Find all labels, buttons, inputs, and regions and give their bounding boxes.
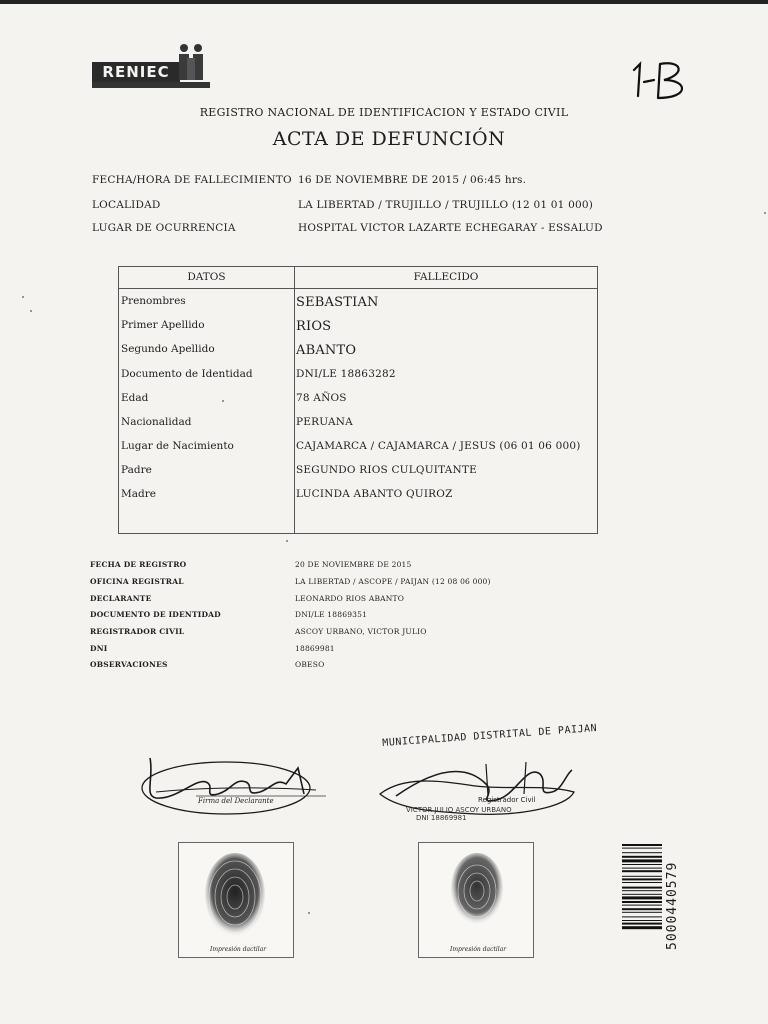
barcode-bar	[622, 920, 662, 921]
barcode-bar	[622, 844, 662, 846]
registration-label: DECLARANTE	[90, 594, 152, 603]
table-row	[119, 440, 597, 464]
header-fallecido: FALLECIDO	[413, 271, 479, 283]
barcode-bar	[622, 912, 662, 913]
field-label: Padre	[121, 464, 152, 476]
field-label: Prenombres	[121, 295, 186, 307]
scan-top-edge	[0, 0, 768, 4]
barcode-bar	[622, 905, 662, 906]
registration-value: LEONARDO RIOS ABANTO	[295, 594, 405, 603]
table-row	[119, 295, 597, 319]
logo-strap	[92, 82, 210, 88]
field-value: SEBASTIAN	[296, 295, 379, 310]
fingerprint-caption-left: Impresión dactilar	[210, 946, 267, 953]
fingerprint-icon	[179, 843, 293, 957]
barcode-bar	[622, 878, 662, 880]
barcode-bar	[622, 852, 662, 853]
registration-value: 18869981	[295, 644, 335, 653]
barcode-bar	[622, 923, 662, 925]
field-label: Primer Apellido	[121, 319, 205, 331]
summary-value: LA LIBERTAD / TRUJILLO / TRUJILLO (12 01 01 000)	[298, 199, 594, 211]
barcode-bar	[622, 887, 662, 889]
registrar-signature-stamp	[376, 734, 586, 830]
svg-text:DNI 18869981: DNI 18869981	[416, 814, 467, 822]
table-row	[119, 343, 597, 367]
field-label: Segundo Apellido	[121, 343, 215, 355]
barcode-bar	[622, 859, 662, 862]
field-value: DNI/LE 18863282	[296, 368, 396, 380]
field-value: LUCINDA ABANTO QUIROZ	[296, 488, 453, 500]
barcode-bar	[622, 916, 662, 917]
table-row	[119, 464, 597, 488]
barcode-bar	[622, 908, 662, 910]
field-label: Edad	[121, 392, 149, 404]
table-row	[119, 416, 597, 440]
field-value: CAJAMARCA / CAJAMARCA / JESUS (06 01 06 000)	[296, 440, 581, 452]
registration-label: DNI	[90, 644, 108, 653]
barcode-bar	[622, 868, 662, 869]
summary-value: HOSPITAL VICTOR LAZARTE ECHEGARAY - ESSALUD	[298, 222, 603, 234]
barcode-bar	[622, 894, 662, 895]
field-value: PERUANA	[296, 416, 353, 428]
fingerprint-icon	[419, 843, 533, 957]
registration-label: OFICINA REGISTRAL	[90, 577, 184, 586]
barcode-bar	[622, 856, 662, 858]
registration-label: OBSERVACIONES	[90, 660, 168, 669]
registration-value: LA LIBERTAD / ASCOPE / PAIJAN (12 08 06 000)	[295, 577, 491, 586]
field-value: ABANTO	[296, 343, 357, 358]
fingerprint-caption-right: Impresión dactilar	[450, 946, 507, 953]
field-label: Lugar de Nacimiento	[121, 440, 234, 452]
svg-text:VICTOR JULIO ASCOY URBANO: VICTOR JULIO ASCOY URBANO	[406, 806, 512, 814]
field-label: Nacionalidad	[121, 416, 192, 428]
table-row	[119, 319, 597, 343]
declarant-caption: Firma del Declarante	[198, 797, 274, 805]
registration-label: FECHA DE REGISTRO	[90, 560, 187, 569]
header-datos: DATOS	[187, 271, 226, 283]
logo-figures-icon	[176, 42, 208, 84]
field-value: SEGUNDO RIOS CULQUITANTE	[296, 464, 477, 476]
document-title: ACTA DE DEFUNCIÓN	[272, 128, 506, 150]
fingerprint-box-right	[418, 842, 534, 958]
registration-value: OBESO	[295, 660, 325, 669]
barcode-bar	[622, 890, 662, 891]
barcode-bar	[622, 864, 662, 865]
barcode-bar	[622, 926, 662, 929]
logo-wordmark: RENIEC	[92, 62, 180, 82]
registration-label: REGISTRADOR CIVIL	[90, 627, 185, 636]
declarant-signature	[136, 748, 326, 828]
summary-label: LUGAR DE OCURRENCIA	[92, 222, 236, 234]
table-row	[119, 392, 597, 416]
barcode	[622, 844, 666, 956]
deceased-data-table	[118, 266, 598, 534]
table-row	[119, 368, 597, 392]
registration-value: DNI/LE 18869351	[295, 610, 368, 619]
reniec-logo	[92, 42, 210, 90]
summary-label: FECHA/HORA DE FALLECIMIENTO	[92, 174, 292, 186]
barcode-bar	[622, 896, 662, 899]
barcode-bar	[622, 848, 662, 849]
registration-value: 20 DE NOVIEMBRE DE 2015	[295, 560, 412, 569]
barcode-bar	[622, 901, 662, 903]
barcode-bar	[622, 870, 662, 872]
summary-label: LOCALIDAD	[92, 199, 161, 211]
summary-value: 16 DE NOVIEMBRE DE 2015 / 06:45 hrs.	[298, 174, 527, 186]
municipal-stamp-text: MUNICIPALIDAD DISTRITAL DE PAIJAN	[382, 722, 598, 749]
table-header-divider	[119, 288, 597, 289]
registration-label: DOCUMENTO DE IDENTIDAD	[90, 610, 221, 619]
field-label: Documento de Identidad	[121, 368, 253, 380]
registrar-caption: Registrador Civil	[478, 796, 536, 804]
barcode-bar	[622, 876, 662, 877]
registry-name: REGISTRO NACIONAL DE IDENTIFICACION Y ESTADO CIVIL	[199, 106, 569, 119]
field-value: 78 AÑOS	[296, 392, 347, 404]
fingerprint-box-left	[178, 842, 294, 958]
table-row	[119, 488, 597, 512]
barcode-number: 500044057​9	[665, 861, 680, 950]
field-label: Madre	[121, 488, 156, 500]
barcode-bar	[622, 882, 662, 883]
handwritten-mark-1b	[624, 56, 694, 106]
field-value: RIOS	[296, 319, 332, 334]
registration-value: ASCOY URBANO, VICTOR JULIO	[295, 627, 427, 636]
